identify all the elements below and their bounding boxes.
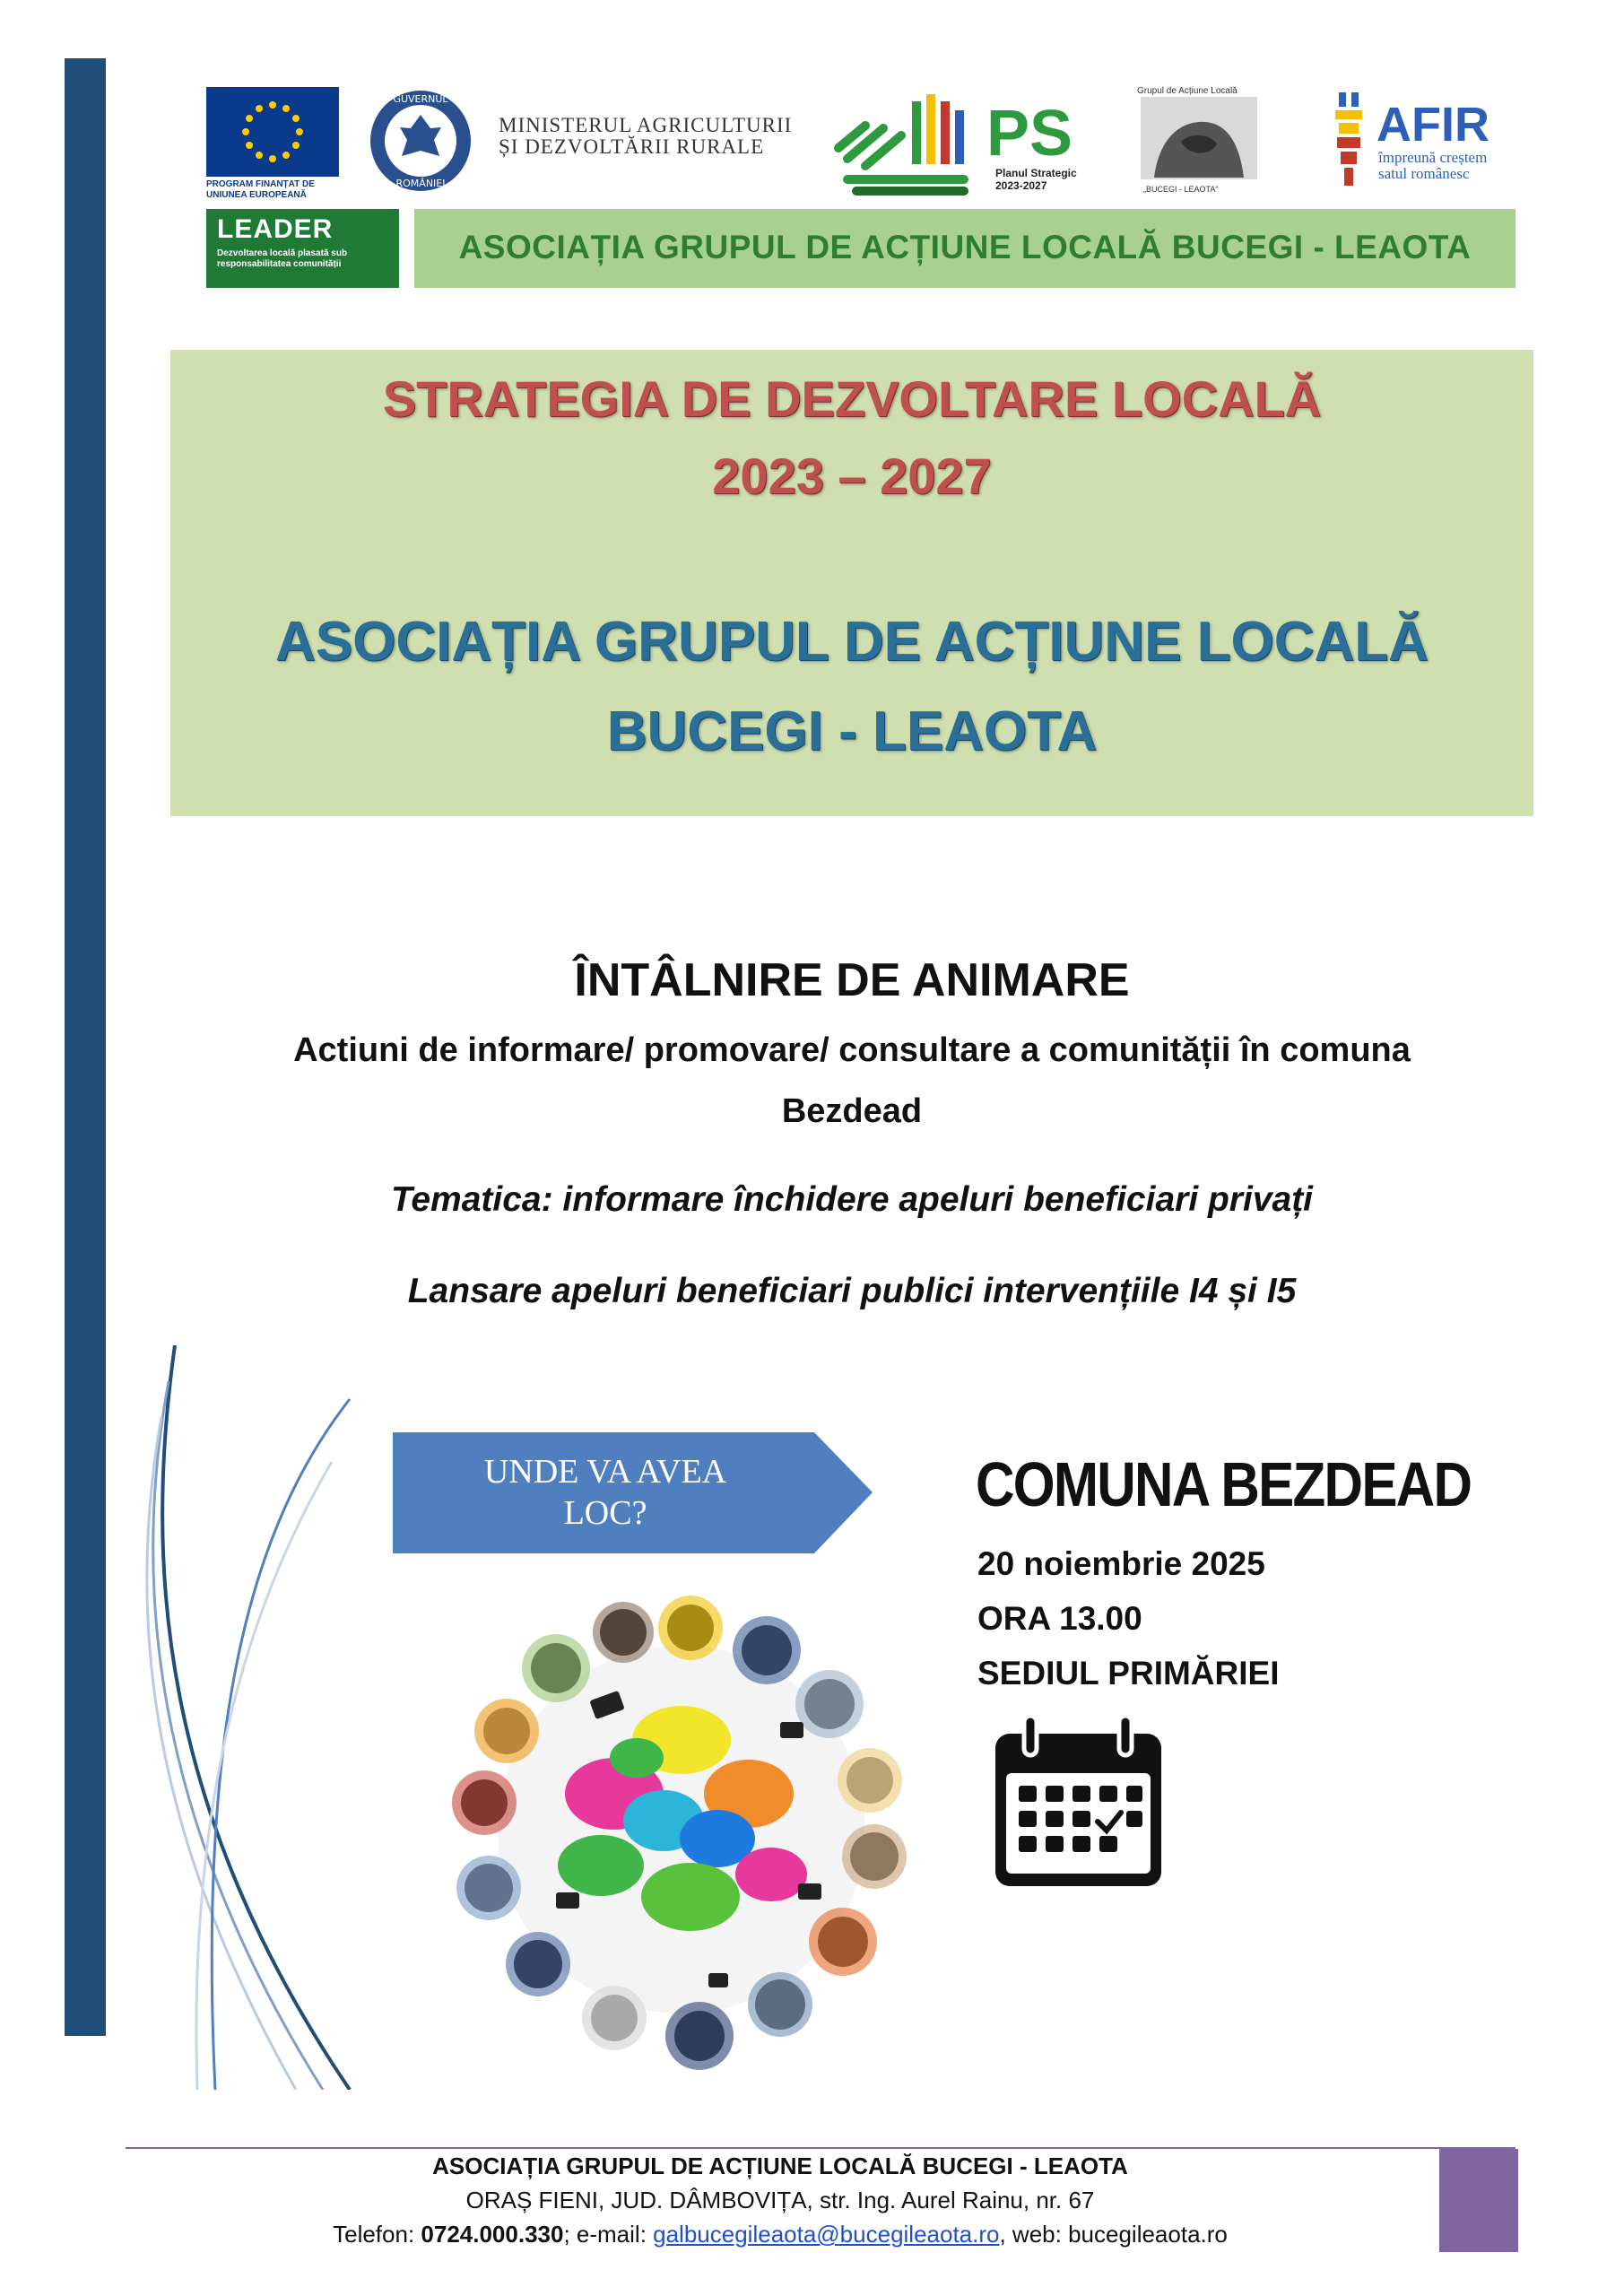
event-time: ORA 13.00 [977,1600,1142,1637]
svg-text:satul românesc: satul românesc [1378,165,1470,182]
svg-text:PS: PS [986,98,1073,170]
svg-text:împreună creștem: împreună creștem [1378,149,1488,166]
government-seal-icon [368,88,473,194]
where-label-line-1: UNDE VA AVEA [483,1453,727,1491]
gal-caption-top: Grupul de Acțiune Locală [1137,86,1238,96]
svg-text:GUVERNUL: GUVERNUL [393,93,448,105]
footer-phone: 0724.000.330 [421,2221,564,2248]
ministry-line-1: MINISTERUL AGRICULTURII [499,114,793,136]
footer-web: , web: bucegileaota.ro [999,2221,1228,2248]
footer-organization: ASOCIAȚIA GRUPUL DE ACȚIUNE LOCALĂ BUCEGI - LEAOTA [432,2152,1128,2179]
footer-contact [126,2221,1435,2248]
calendar-icon [986,1709,1170,1892]
strategy-title-box [170,350,1533,816]
svg-text:ROMÂNIEI: ROMÂNIEI [395,178,446,189]
meeting-title: ÎNTÂLNIRE DE ANIMARE [574,954,1130,1006]
leader-badge [206,209,399,288]
actions-line-1: Actiuni de informare/ promovare/ consultare a comunității în comuna [293,1031,1411,1069]
event-date: 20 noiembrie 2025 [977,1545,1265,1582]
decorative-swoosh [90,1345,359,2090]
lansare-line: Lansare apeluri beneficiari publici intervențiile I4 și I5 [407,1272,1297,1310]
association-title-line-1: ASOCIAȚIA GRUPUL DE ACȚIUNE LOCALĂ [275,611,1429,673]
where-label-line-2: LOC? [563,1494,647,1532]
footer-email-label: ; e-mail: [563,2221,654,2248]
leader-subtitle: Dezvoltarea locală plasată sub responsabilitatea comunității [217,248,348,269]
footer-phone-label: Telefon: [333,2221,421,2248]
leader-title: LEADER [217,214,334,244]
ps-caption-line-1: Planul Strategic [995,167,1077,179]
svg-text:AFIR: AFIR [1376,98,1489,152]
eu-caption: PROGRAM FINANȚAT DE UNIUNEA EUROPEANĂ [206,179,315,200]
strategy-title-line-2: 2023 – 2027 [712,448,992,504]
people-meeting-illustration [421,1587,942,2090]
eu-flag-icon [206,87,339,177]
association-banner-text: ASOCIAȚIA GRUPUL DE ACȚIUNE LOCALĂ BUCEGI - LEAOTA [458,229,1472,265]
strategy-title-line-1: STRATEGIA DE DEZVOLTARE LOCALĂ [382,370,1322,427]
footer-purple-block [1439,2149,1518,2252]
government-seal-logo [368,88,473,194]
gal-rock-photo [1141,88,1257,191]
footer-email-link[interactable]: galbucegileaota@bucegileaota.ro [653,2221,1000,2248]
event-venue: SEDIUL PRIMĂRIEI [977,1655,1280,1692]
footer-divider [126,2147,1515,2149]
actions-line-2: Bezdead [781,1092,923,1130]
ministry-name [499,115,795,158]
ps-caption-line-2: 2023-2027 [995,179,1047,192]
where-arrow-label [421,1451,789,1534]
tematica-line: Tematica: informare închidere apeluri beneficiari privați [390,1180,1314,1219]
footer-address: ORAȘ FIENI, JUD. DÂMBOVIȚA, str. Ing. Aurel Rainu, nr. 67 [465,2187,1095,2213]
gal-caption-bottom: „BUCEGI - LEAOTA” [1143,185,1219,194]
location-title: COMUNA BEZDEAD [976,1449,1472,1519]
planul-strategic-caption [995,167,1077,192]
sphinx-rock-image [1141,88,1257,191]
association-title-line-2: BUCEGI - LEAOTA [606,700,1098,762]
association-banner [414,209,1515,288]
eu-flag-logo [206,87,339,177]
afir-logo [1332,85,1511,197]
afir-icon [1332,85,1511,197]
ministry-line-2: ȘI DEZVOLTĂRII RURALE [499,135,765,158]
